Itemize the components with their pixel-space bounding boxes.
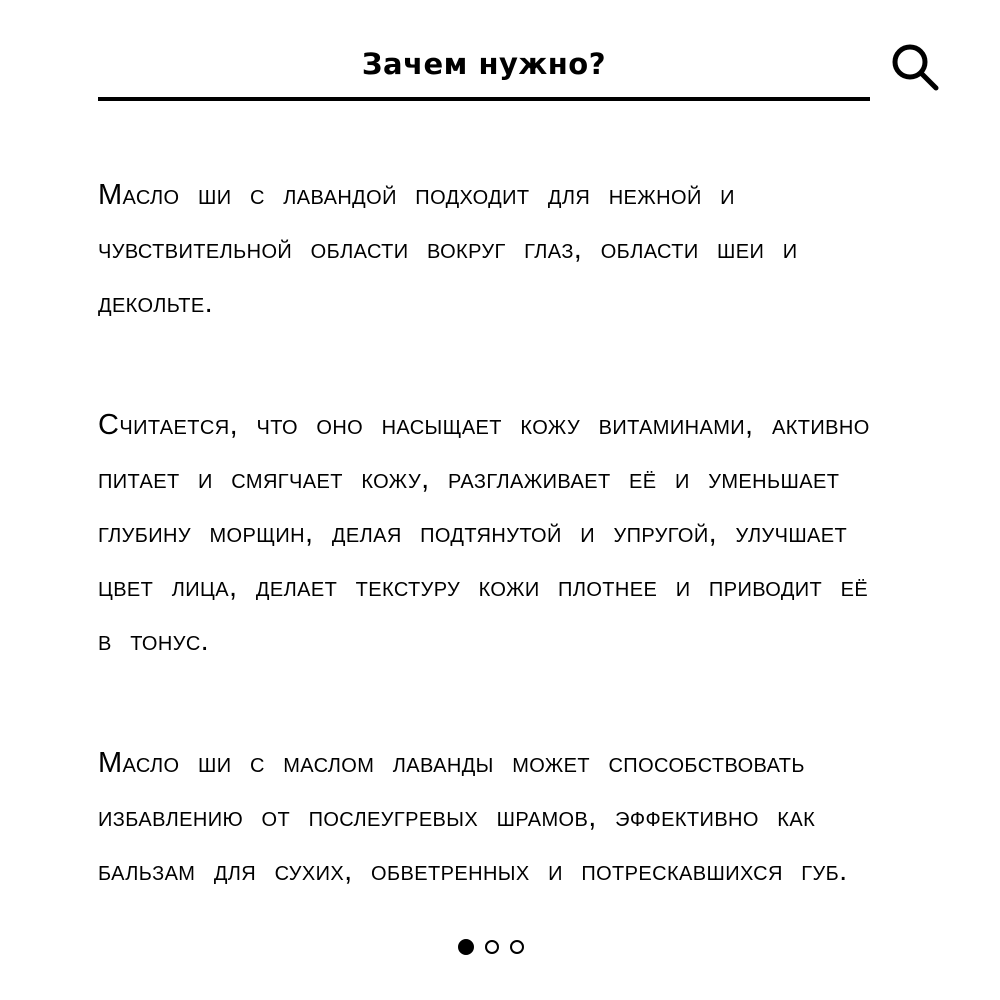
paragraph-1: Масло ши с лавандой подходит для нежной и чувствительной области вокруг глаз, области шеи и декольте. [98, 179, 798, 319]
description-body [98, 168, 888, 898]
paragraph-3: Масло ши с маслом лаванды может способствовать избавлению от послеугревых шрамов, эффективно как бальзам для сухих, обветренных и потрескавшихся губ. [98, 747, 848, 887]
paragraph-2: Считается, что оно насыщает кожу витаминами, активно питает и смягчает кожу, разглаживает её и уменьшает глубину морщин, делая подтянутой и упругой, улучшает цвет лица, делает текстуру кожи плотнее и приводит её в тонус. [98, 409, 870, 657]
page-dot-1[interactable] [458, 939, 474, 955]
page-title: Зачем нужно? [361, 47, 607, 81]
page-indicator [458, 940, 524, 955]
page-dot-2[interactable] [485, 940, 499, 954]
header-divider [98, 97, 870, 101]
search-icon[interactable] [886, 38, 944, 96]
page-dot-3[interactable] [510, 940, 524, 954]
